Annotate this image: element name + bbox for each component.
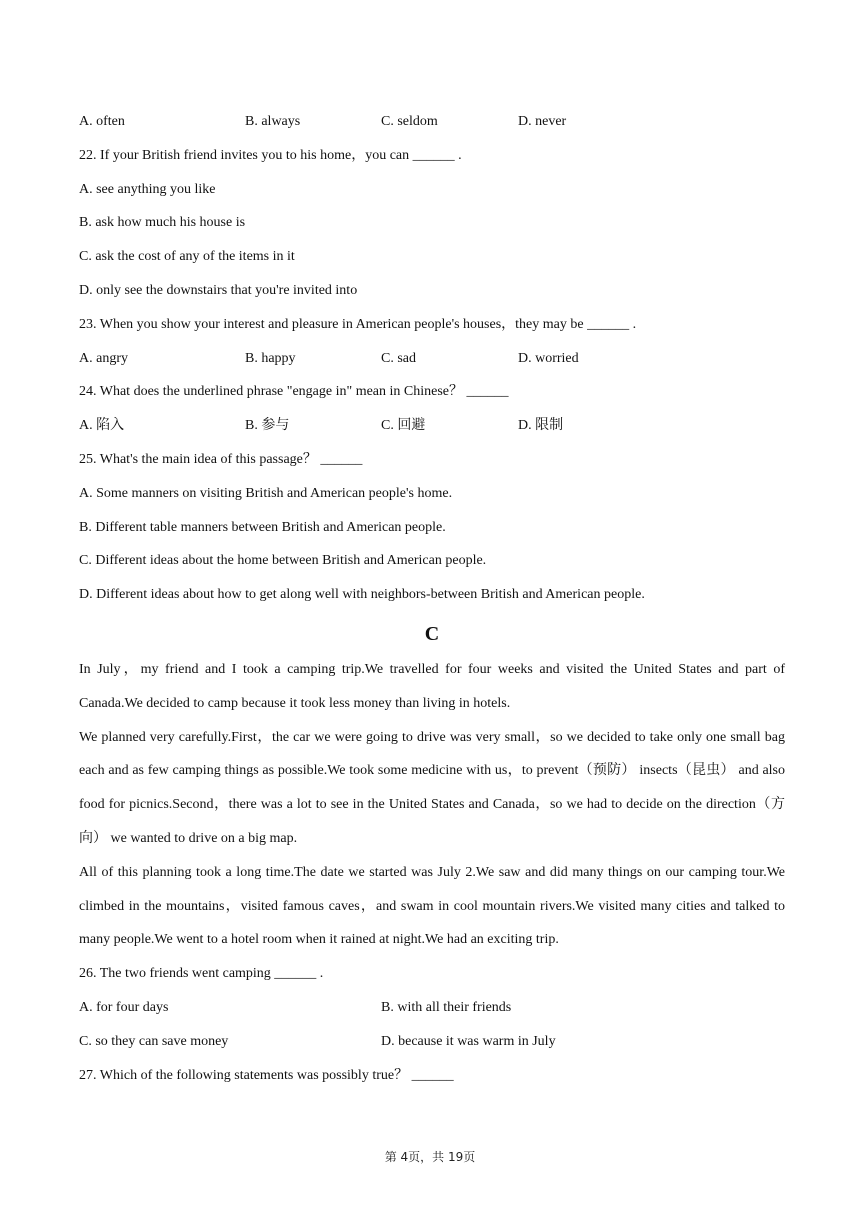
q21-option-d: D. never — [518, 114, 567, 129]
page-content — [79, 112, 785, 1099]
q24-option-c: C. 回避 — [381, 418, 426, 434]
q24-option-b: B. 参与 — [245, 418, 290, 434]
q23-option-c: C. sad — [381, 350, 416, 366]
q21-option-a: A. often — [79, 114, 125, 129]
q22-option-b: B. ask how much his house is — [79, 215, 246, 231]
q25-option-c: C. Different ideas about the home between British and American people. — [79, 553, 487, 569]
q26-options-row-1 — [79, 998, 785, 1032]
q23-options — [79, 349, 785, 383]
q24-stem: 24. What does the underlined phrase "engage in" mean in Chinese？ ______ — [79, 384, 509, 400]
passage-paragraph-1: In July，my friend and I took a camping trip.We travelled for four weeks and visited the United States and part of Canada.We decided to camp because it took less money than living in hotels. — [79, 661, 785, 711]
q26-option-c: C. so they can save money — [79, 1033, 229, 1049]
q21-options — [79, 112, 785, 146]
q25-stem: 25. What's the main idea of this passage？ ______ — [79, 451, 363, 467]
passage-paragraph-3: All of this planning took a long time.The date we started was July 2.We saw and did many things on our camping tour.We climbed in the mountains，visited famous caves，and swam in cool mountain rivers.We visited many cities and talked to many people.We went to a hotel room when it rained at night.We had an exciting trip. — [79, 864, 785, 948]
q22-stem: 22. If your British friend invites you to his home，you can ______ . — [79, 147, 462, 163]
q23-option-a: A. angry — [79, 350, 128, 366]
q22-option-d: D. only see the downstairs that you're invited into — [79, 282, 358, 298]
q22-option-a: A. see anything you like — [79, 181, 216, 197]
q26-options-row-2 — [79, 1032, 785, 1066]
q23-option-d: D. worried — [518, 350, 579, 366]
section-c-heading: C — [424, 622, 440, 645]
q26-option-b: B. with all their friends — [381, 999, 512, 1015]
q27-stem: 27. Which of the following statements was possibly true？ ______ — [79, 1067, 454, 1083]
q22-option-c: C. ask the cost of any of the items in it — [79, 249, 295, 265]
q26-stem: 26. The two friends went camping ______ . — [79, 966, 324, 982]
q25-option-d: D. Different ideas about how to get along well with neighbors-between British and American people. — [79, 587, 645, 603]
q26-option-d: D. because it was warm in July — [381, 1033, 556, 1049]
q26-option-a: A. for four days — [79, 999, 169, 1015]
passage-paragraph-2: We planned very carefully.First，the car we were going to drive was very small，so we decided to take only one small bag each and as few camping things as possible.We took some medicine with us，to prevent（预防） insects（昆虫） and also food for picnics.Second，there was a lot to see in the United States and Canada，so we had to decide on the direction（方向） we wanted to drive on a big map. — [79, 729, 785, 846]
q25-option-b: B. Different table manners between British and American people. — [79, 519, 446, 535]
q24-option-d: D. 限制 — [518, 418, 564, 434]
q21-option-b: B. always — [245, 114, 301, 129]
q24-options — [79, 416, 785, 450]
q24-option-a: A. 陷入 — [79, 418, 125, 434]
q21-option-c: C. seldom — [381, 114, 438, 129]
page-number-footer: 第 4页，共 19页 — [384, 1150, 476, 1164]
q23-option-b: B. happy — [245, 350, 296, 366]
q23-stem: 23. When you show your interest and pleasure in American people's houses，they may be ______ . — [79, 316, 637, 332]
q25-option-a: A. Some manners on visiting British and American people's home. — [79, 485, 453, 501]
